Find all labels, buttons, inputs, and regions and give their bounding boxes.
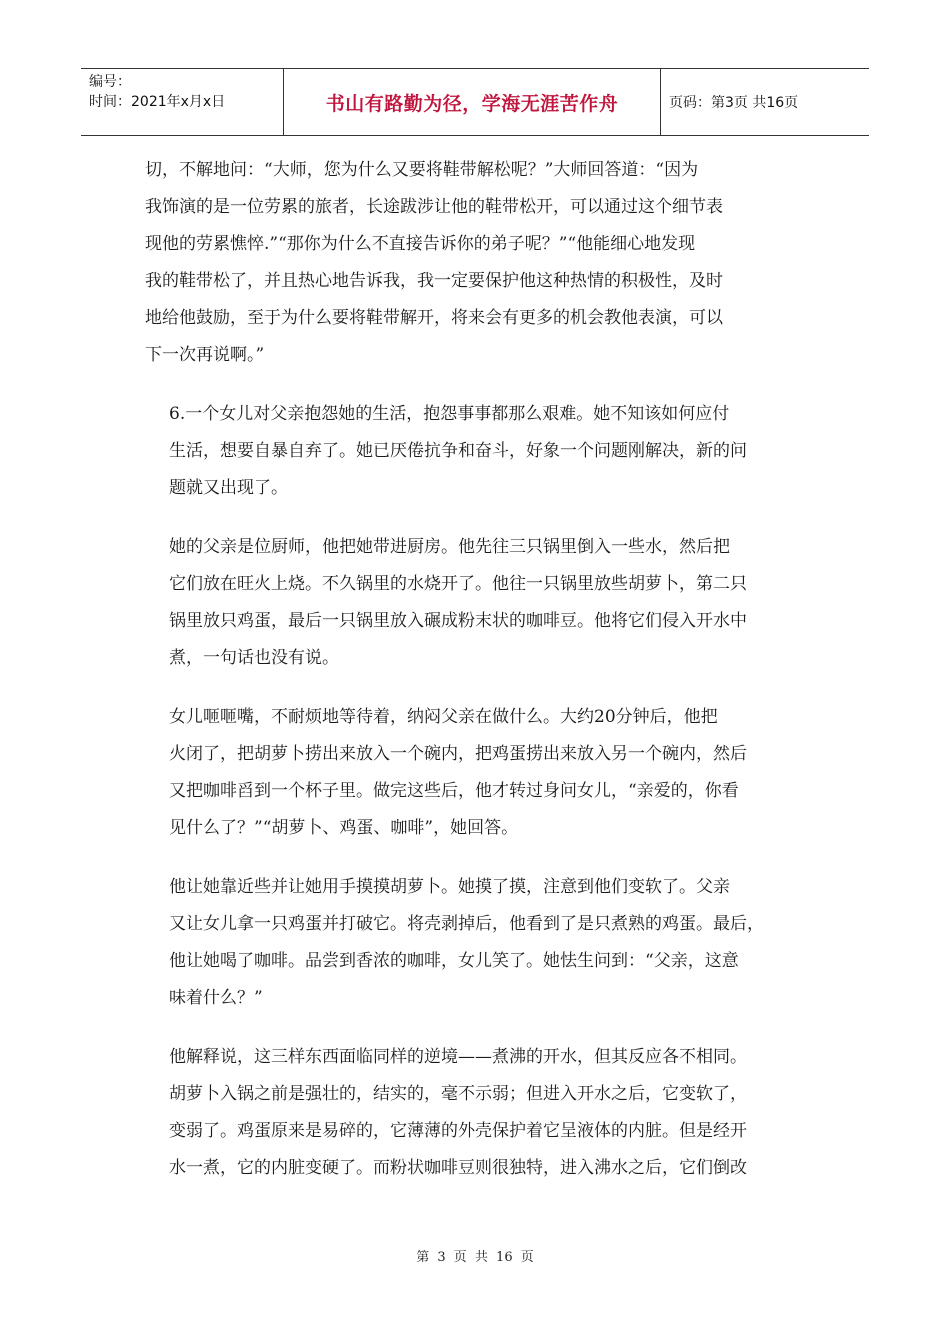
paragraph-line: 现他的劳累憔悴.”“那你为什么不直接告诉你的弟子呢？”“他能细心地发现 [145, 234, 696, 254]
paragraph-line: 煮，一句话也没有说。 [169, 648, 339, 668]
paragraph-line: 我饰演的是一位劳累的旅者，长途跋涉让他的鞋带松开，可以通过这个细节表 [145, 197, 723, 217]
header-motto: 书山有路勤为径，学海无涯苦作舟 [284, 69, 661, 135]
paragraph [145, 699, 805, 847]
paragraph-line: 题就又出现了。 [169, 478, 288, 498]
header-page-info: 页码：第3页 共16页 [669, 95, 799, 111]
paragraph [145, 529, 805, 677]
document-body [145, 152, 805, 1209]
paragraph-line: 水一煮，它的内脏变硬了。而粉状咖啡豆则很独特，进入沸水之后，它们倒改 [169, 1158, 747, 1178]
page-footer: 第 3 页 共 16 页 [416, 1250, 534, 1265]
paragraph-line: 又把咖啡舀到一个杯子里。做完这些后，他才转过身问女儿，“亲爱的，你看 [169, 781, 739, 801]
paragraph-line: 他让她靠近些并让她用手摸摸胡萝卜。她摸了摸，注意到他们变软了。父亲 [169, 877, 730, 897]
paragraph-line: 又让女儿拿一只鸡蛋并打破它。将壳剥掉后，他看到了是只煮熟的鸡蛋。最后， [169, 914, 764, 934]
paragraph-line: 生活，想要自暴自弃了。她已厌倦抗争和奋斗，好象一个问题刚解决，新的问 [169, 441, 747, 461]
paragraph-line: 我的鞋带松了，并且热心地告诉我，我一定要保护他这种热情的积极性，及时 [145, 271, 723, 291]
paragraph-line: 6.一个女儿对父亲抱怨她的生活，抱怨事事都那么艰难。她不知该如何应付 [169, 404, 730, 424]
paragraph-line: 女儿咂咂嘴，不耐烦地等待着，纳闷父亲在做什么。大约20分钟后，他把 [169, 707, 718, 727]
paragraph-line: 他解释说，这三样东西面临同样的逆境——煮沸的开水，但其反应各不相同。 [169, 1047, 747, 1067]
paragraph [145, 396, 805, 507]
paragraph-line: 锅里放只鸡蛋，最后一只锅里放入碾成粉末状的咖啡豆。他将它们侵入开水中 [169, 611, 747, 631]
paragraph-line: 见什么了？”“胡萝卜、鸡蛋、咖啡”，她回答。 [169, 818, 519, 838]
document-number-label: 编号： [89, 74, 131, 90]
paragraph-line: 火闭了，把胡萝卜捞出来放入一个碗内，把鸡蛋捞出来放入另一个碗内，然后 [169, 744, 747, 764]
paragraph-line: 他让她喝了咖啡。品尝到香浓的咖啡，女儿笑了。她怯生问到：“父亲，这意 [169, 951, 739, 971]
paragraph [145, 869, 805, 1017]
paragraph-line: 地给他鼓励，至于为什么要将鞋带解开，将来会有更多的机会教他表演，可以 [145, 308, 723, 328]
paragraph [145, 1039, 805, 1187]
paragraph-line: 切，不解地问：“大师，您为什么又要将鞋带解松呢？”大师回答道：“因为 [145, 160, 699, 180]
paragraph-line: 她的父亲是位厨师，他把她带进厨房。他先往三只锅里倒入一些水，然后把 [169, 537, 730, 557]
header-meta [81, 69, 284, 135]
paragraph-line: 味着什么？” [169, 988, 263, 1008]
paragraph-line: 变弱了。鸡蛋原来是易碎的，它薄薄的外壳保护着它呈液体的内脏。但是经开 [169, 1121, 747, 1141]
document-date: 时间：2021年x月x日 [89, 94, 226, 110]
paragraph-line: 胡萝卜入锅之前是强壮的，结实的，毫不示弱；但进入开水之后，它变软了， [169, 1084, 747, 1104]
paragraph [145, 152, 805, 374]
page-header [81, 68, 869, 136]
paragraph-line: 它们放在旺火上烧。不久锅里的水烧开了。他往一只锅里放些胡萝卜，第二只 [169, 574, 747, 594]
paragraph-line: 下一次再说啊。” [145, 345, 265, 365]
